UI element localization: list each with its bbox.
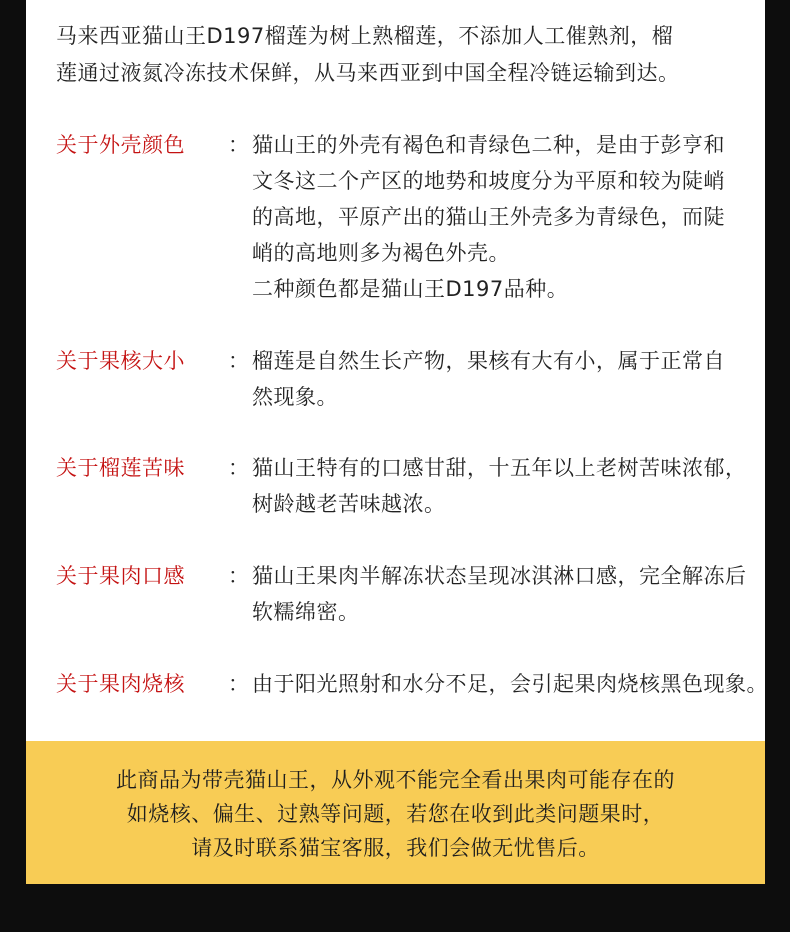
qa-answer-line: 二种颜色都是猫山王D197品种。 [252, 277, 569, 301]
notice-line: 此商品为带壳猫山王，从外观不能完全看出果肉可能存在的 [116, 768, 675, 792]
notice-line: 如烧核、偏生、过熟等问题，若您在收到此类问题果时， [126, 802, 665, 826]
qa-colon: ： [228, 133, 250, 157]
qa-answer-line: 猫山王果肉半解冻状态呈现冰淇淋口感，完全解冻后 [252, 564, 747, 588]
qa-answer-line: 树龄越老苦味越浓。 [252, 492, 446, 516]
qa-colon: ： [228, 349, 250, 373]
qa-colon: ： [228, 672, 250, 696]
qa-label: 关于外壳颜色 [56, 133, 185, 157]
qa-label: 关于榴莲苦味 [56, 456, 185, 480]
intro-line: 马来西亚猫山王D197榴莲为树上熟榴莲，不添加人工催熟剂，榴 [56, 24, 674, 48]
qa-answer-line: 猫山王特有的口感甘甜，十五年以上老树苦味浓郁， [252, 456, 747, 480]
qa-answer [252, 558, 777, 630]
notice-text [26, 763, 765, 865]
qa-item-seed-size [56, 343, 756, 415]
qa-answer-line: 然现象。 [252, 385, 338, 409]
qa-answer-line: 文冬这二个产区的地势和坡度分为平原和较为陡峭 [252, 169, 725, 193]
qa-item-burnt-seed [56, 666, 768, 702]
qa-answer-line: 软糯绵密。 [252, 600, 360, 624]
qa-answer [252, 666, 777, 702]
qa-answer-line: 猫山王的外壳有褐色和青绿色二种，是由于彭亨和 [252, 133, 725, 157]
qa-answer-line: 榴莲是自然生长产物，果核有大有小，属于正常自 [252, 349, 725, 373]
qa-item-bitterness [56, 450, 756, 522]
intro-line: 莲通过液氮冷冻技术保鲜，从马来西亚到中国全程冷链运输到达。 [56, 61, 680, 85]
qa-item-texture [56, 558, 756, 630]
qa-answer [252, 127, 777, 307]
qa-answer [252, 450, 777, 522]
qa-colon: ： [228, 456, 250, 480]
qa-label: 关于果肉口感 [56, 564, 185, 588]
qa-answer [252, 343, 777, 415]
qa-label: 关于果肉烧核 [56, 672, 185, 696]
qa-item-shell-color [56, 127, 756, 307]
qa-answer-line: 由于阳光照射和水分不足，会引起果肉烧核黑色现象。 [252, 672, 768, 696]
intro-paragraph [56, 18, 746, 92]
qa-answer-line: 的高地，平原产出的猫山王外壳多为青绿色，而陡 [252, 205, 725, 229]
after-sales-notice-banner [26, 741, 765, 884]
qa-label: 关于果核大小 [56, 349, 185, 373]
qa-answer-line: 峭的高地则多为褐色外壳。 [252, 241, 510, 265]
notice-line: 请及时联系猫宝客服，我们会做无忧售后。 [191, 836, 600, 860]
qa-colon: ： [228, 564, 250, 588]
